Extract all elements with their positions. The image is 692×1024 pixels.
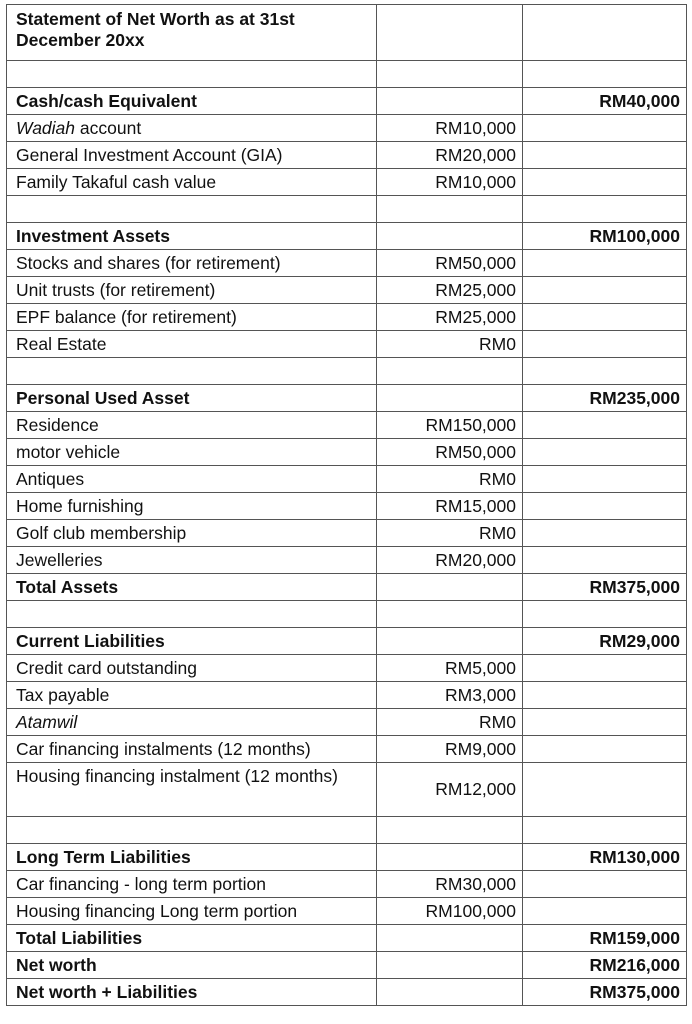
table-row (7, 655, 687, 682)
row-amount: RM50,000 (377, 439, 523, 466)
row-label: Car financing instalments (12 months) (7, 736, 377, 763)
row-amount: RM150,000 (377, 412, 523, 439)
row-amount: RM20,000 (377, 142, 523, 169)
spacer-row (7, 61, 687, 88)
spacer-row (7, 601, 687, 628)
section-header-investment (7, 223, 687, 250)
row-amount: RM20,000 (377, 547, 523, 574)
row-label: Jewelleries (7, 547, 377, 574)
row-amount: RM0 (377, 331, 523, 358)
table-row (7, 331, 687, 358)
table-row (7, 304, 687, 331)
table-row (7, 115, 687, 142)
row-label: Home furnishing (7, 493, 377, 520)
row-label: Golf club membership (7, 520, 377, 547)
table-row (7, 466, 687, 493)
net-worth-label: Net worth (7, 952, 377, 979)
table-row (7, 763, 687, 817)
row-label: Antiques (7, 466, 377, 493)
section-heading: Investment Assets (7, 223, 377, 250)
row-label: Housing financing Long term portion (7, 898, 377, 925)
spacer-row (7, 817, 687, 844)
row-amount: RM10,000 (377, 169, 523, 196)
section-heading: Current Liabilities (7, 628, 377, 655)
row-amount: RM5,000 (377, 655, 523, 682)
row-label: Car financing - long term portion (7, 871, 377, 898)
row-amount: RM50,000 (377, 250, 523, 277)
section-total: RM40,000 (523, 88, 687, 115)
net-worth-value: RM216,000 (523, 952, 687, 979)
net-worth-row (7, 952, 687, 979)
row-amount: RM9,000 (377, 736, 523, 763)
row-label: Residence (7, 412, 377, 439)
total-liabilities-label: Total Liabilities (7, 925, 377, 952)
total-assets-value: RM375,000 (523, 574, 687, 601)
net-worth-plus-liabilities-label: Net worth + Liabilities (7, 979, 377, 1006)
spacer-row (7, 358, 687, 385)
row-label: motor vehicle (7, 439, 377, 466)
section-total: RM130,000 (523, 844, 687, 871)
table-row (7, 547, 687, 574)
row-amount: RM25,000 (377, 277, 523, 304)
statement-title: Statement of Net Worth as at 31st December 20xx (7, 5, 377, 61)
row-label: Credit card outstanding (7, 655, 377, 682)
row-amount: RM30,000 (377, 871, 523, 898)
table-row (7, 736, 687, 763)
table-row (7, 520, 687, 547)
row-amount: RM100,000 (377, 898, 523, 925)
section-total: RM100,000 (523, 223, 687, 250)
table-row (7, 277, 687, 304)
row-label: Tax payable (7, 682, 377, 709)
table-row (7, 898, 687, 925)
section-heading: Cash/cash Equivalent (7, 88, 377, 115)
row-label: General Investment Account (GIA) (7, 142, 377, 169)
table-row (7, 250, 687, 277)
total-assets-label: Total Assets (7, 574, 377, 601)
table-row (7, 439, 687, 466)
title-row (7, 5, 687, 61)
spacer-row (7, 196, 687, 223)
section-total: RM235,000 (523, 385, 687, 412)
row-amount: RM15,000 (377, 493, 523, 520)
net-worth-plus-liabilities-row (7, 979, 687, 1006)
row-amount: RM12,000 (377, 763, 523, 817)
table-row (7, 493, 687, 520)
total-liabilities-value: RM159,000 (523, 925, 687, 952)
row-label: Family Takaful cash value (7, 169, 377, 196)
row-amount: RM0 (377, 466, 523, 493)
row-label: Unit trusts (for retirement) (7, 277, 377, 304)
row-amount: RM25,000 (377, 304, 523, 331)
section-header-cash (7, 88, 687, 115)
row-amount: RM0 (377, 520, 523, 547)
row-label-italic: Atamwil (16, 711, 78, 732)
section-heading: Long Term Liabilities (7, 844, 377, 871)
row-label: Stocks and shares (for retirement) (7, 250, 377, 277)
row-amount: RM10,000 (377, 115, 523, 142)
section-heading: Personal Used Asset (7, 385, 377, 412)
row-label: Real Estate (7, 331, 377, 358)
row-label-rest: account (75, 117, 142, 138)
table-row (7, 871, 687, 898)
total-liabilities-row (7, 925, 687, 952)
table-row (7, 709, 687, 736)
net-worth-statement (6, 4, 687, 1006)
row-label: EPF balance (for retirement) (7, 304, 377, 331)
table-row (7, 682, 687, 709)
section-total: RM29,000 (523, 628, 687, 655)
row-label: Housing financing instalment (12 months) (7, 763, 377, 817)
section-header-long-term-liabilities (7, 844, 687, 871)
table-row (7, 142, 687, 169)
table-row (7, 412, 687, 439)
row-label (7, 115, 377, 142)
row-label-italic: Wadiah (16, 117, 76, 138)
section-header-personal (7, 385, 687, 412)
section-header-current-liabilities (7, 628, 687, 655)
net-worth-table (6, 4, 687, 1006)
row-label (7, 709, 377, 736)
row-amount: RM0 (377, 709, 523, 736)
total-assets-row (7, 574, 687, 601)
table-row (7, 169, 687, 196)
net-worth-plus-liabilities-value: RM375,000 (523, 979, 687, 1006)
row-amount: RM3,000 (377, 682, 523, 709)
